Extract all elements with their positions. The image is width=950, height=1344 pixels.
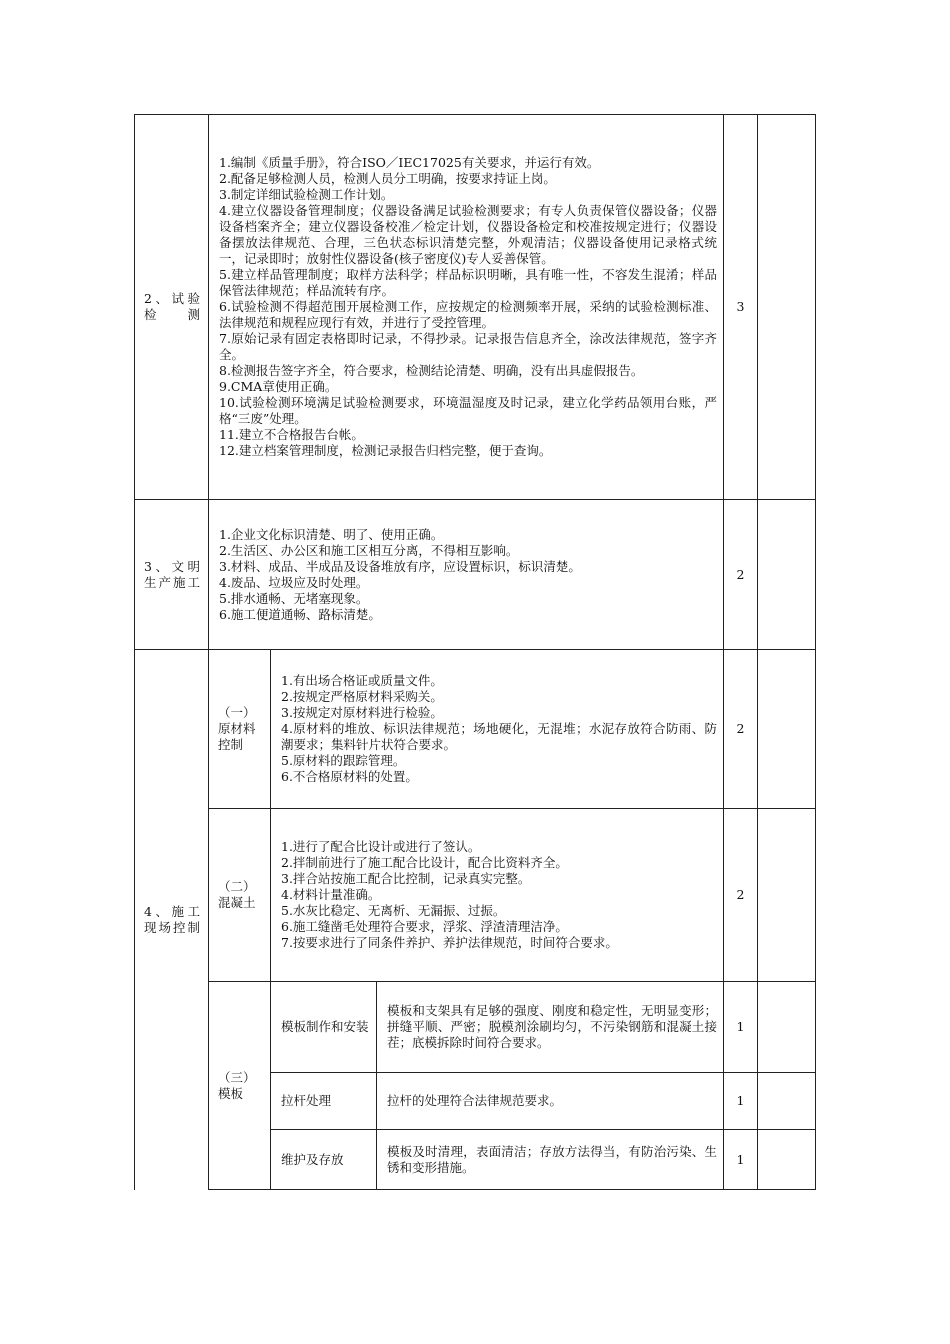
requirement-item: 3.按规定对原材料进行检验。 xyxy=(281,705,443,720)
requirements-concrete xyxy=(271,809,723,981)
requirement-item: 5.建立样品管理制度；取样方法科学；样品标识明晰，具有唯一性，不容发生混淆；样品保管法律规范；样品流转有序。 xyxy=(219,267,717,298)
formwork-item-name: 维护及存放 xyxy=(281,1151,344,1167)
requirement-item: 1.编制《质量手册》，符合ISO／IEC17025有关要求，并运行有效。 xyxy=(219,155,600,170)
subcategory-label: （一）原材料控制 xyxy=(218,705,256,752)
requirement-item: 4.材料计量准确。 xyxy=(281,887,381,902)
formwork-item-score: 1 xyxy=(736,1019,745,1034)
formwork-item-score: 1 xyxy=(736,1093,745,1108)
requirement-item: 1.企业文化标识清楚、明了、使用正确。 xyxy=(219,526,444,542)
requirement-list xyxy=(219,155,717,459)
subcategory-formwork xyxy=(209,982,270,1189)
requirement-item: 6.施工便道通畅、路标清楚。 xyxy=(219,606,381,622)
requirement-item: 8.检测报告签字齐全，符合要求，检测结论清楚、明确，没有出具虚假报告。 xyxy=(219,363,644,378)
col-divider xyxy=(757,114,758,1190)
table-border-right xyxy=(815,114,816,1190)
subcategory-label: （三）模板 xyxy=(218,1069,256,1101)
requirement-item: 4.原材料的堆放、标识法律规范；场地硬化，无混堆；水泥存放符合防雨、防潮要求；集料针片状符合要求。 xyxy=(281,721,717,752)
requirement-list xyxy=(281,673,717,785)
requirement-item: 4.建立仪器设备管理制度；仪器设备满足试验检测要求；有专人负责保管仪器设备；仪器设备档案齐全；建立仪器设备校准／检定计划，仪器设备检定和校准按规定进行；仪器设备摆放法律规范、合理，三色状态标识清楚完整，外观清洁；仪器设备使用记录格式统一，记录即时；放射性仪器设备(核子密度仪)专人妥善保管。 xyxy=(219,203,717,266)
row-divider xyxy=(208,1189,816,1190)
requirement-item: 3.制定详细试验检测工作计划。 xyxy=(219,187,394,202)
requirement-item: 9.CMA章使用正确。 xyxy=(219,379,338,394)
category-label: 2、试验检测 xyxy=(144,291,200,322)
requirement-item: 7.按要求进行了同条件养护、养护法律规范，时间符合要求。 xyxy=(281,935,618,950)
requirement-item: 2.拌制前进行了施工配合比设计，配合比资料齐全。 xyxy=(281,855,568,870)
requirement-item: 1.有出场合格证或质量文件。 xyxy=(281,673,443,688)
formwork-item-requirement: 模板及时清理，表面清洁；存放方法得当，有防治污染、生锈和变形措施。 xyxy=(387,1143,717,1175)
score-civilized xyxy=(724,500,757,649)
requirement-item: 7.原始记录有固定表格即时记录，不得抄录。记录报告信息齐全，涂改法律规范，签字齐全。 xyxy=(219,331,717,362)
formwork-item-requirement: 拉杆的处理符合法律规范要求。 xyxy=(387,1093,563,1108)
requirement-item: 3.拌合站按施工配合比控制，记录真实完整。 xyxy=(281,871,531,886)
category-testing xyxy=(135,115,208,499)
score-value: 3 xyxy=(736,299,745,314)
requirement-item: 6.试验检测不得超范围开展检测工作，应按规定的检测频率开展，采纳的试验检测标准、法律规范和规程应现行有效，并进行了受控管理。 xyxy=(219,299,717,330)
formwork-item-name: 模板制作和安装 xyxy=(281,1019,369,1034)
requirements-testing xyxy=(209,115,723,499)
evaluation-table xyxy=(134,114,816,1190)
requirement-item: 3.材料、成品、半成品及设备堆放有序，应设置标识，标识清楚。 xyxy=(219,558,581,574)
requirement-item: 2.按规定严格原材料采购关。 xyxy=(281,689,443,704)
requirement-item: 11.建立不合格报告台帐。 xyxy=(219,427,364,442)
requirement-item: 5.排水通畅、无堵塞现象。 xyxy=(219,590,369,606)
subcategory-concrete xyxy=(209,809,270,981)
category-label: 3、文明生产施工 xyxy=(144,558,200,590)
category-label: 4、施工现场控制 xyxy=(144,904,200,935)
requirement-item: 5.原材料的跟踪管理。 xyxy=(281,753,406,768)
requirement-item: 4.废品、垃圾应及时处理。 xyxy=(219,574,369,590)
requirement-item: 12.建立档案管理制度，检测记录报告归档完整，便于查询。 xyxy=(219,443,552,458)
requirement-item: 6.施工缝凿毛处理符合要求，浮浆、浮渣清理洁净。 xyxy=(281,919,568,934)
score-value: 2 xyxy=(736,566,745,582)
requirement-item: 6.不合格原材料的处置。 xyxy=(281,769,418,784)
requirement-item: 1.进行了配合比设计或进行了签认。 xyxy=(281,839,481,854)
requirement-list xyxy=(219,527,581,623)
score-raw-material xyxy=(724,650,757,808)
requirement-item: 2.生活区、办公区和施工区相互分离，不得相互影响。 xyxy=(219,542,519,558)
score-value: 2 xyxy=(736,721,745,736)
formwork-item-requirement: 模板和支架具有足够的强度、刚度和稳定性，无明显变形；拼缝平顺、严密；脱模剂涂刷均匀，不污染钢筋和混凝土接茬；底模拆除时间符合要求。 xyxy=(387,1003,717,1050)
category-site-control xyxy=(135,650,208,1190)
category-civilized xyxy=(135,500,208,649)
requirement-item: 2.配备足够检测人员，检测人员分工明确，按要求持证上岗。 xyxy=(219,171,556,186)
requirement-list xyxy=(281,839,618,951)
formwork-item-name: 拉杆处理 xyxy=(281,1093,332,1108)
requirements-raw-material xyxy=(271,650,723,808)
score-concrete xyxy=(724,809,757,981)
score-value: 2 xyxy=(736,887,745,902)
score-testing xyxy=(724,115,757,499)
subcategory-raw-material xyxy=(209,650,270,808)
requirement-item: 5.水灰比稳定、无离析、无漏振、过振。 xyxy=(281,903,506,918)
subcategory-label: （二）混凝土 xyxy=(218,879,256,910)
requirement-item: 10.试验检测环境满足试验检测要求，环境温湿度及时记录，建立化学药品领用台账，严格“三废”处理。 xyxy=(219,395,717,426)
formwork-item-score: 1 xyxy=(736,1151,745,1167)
requirements-civilized xyxy=(209,500,723,649)
